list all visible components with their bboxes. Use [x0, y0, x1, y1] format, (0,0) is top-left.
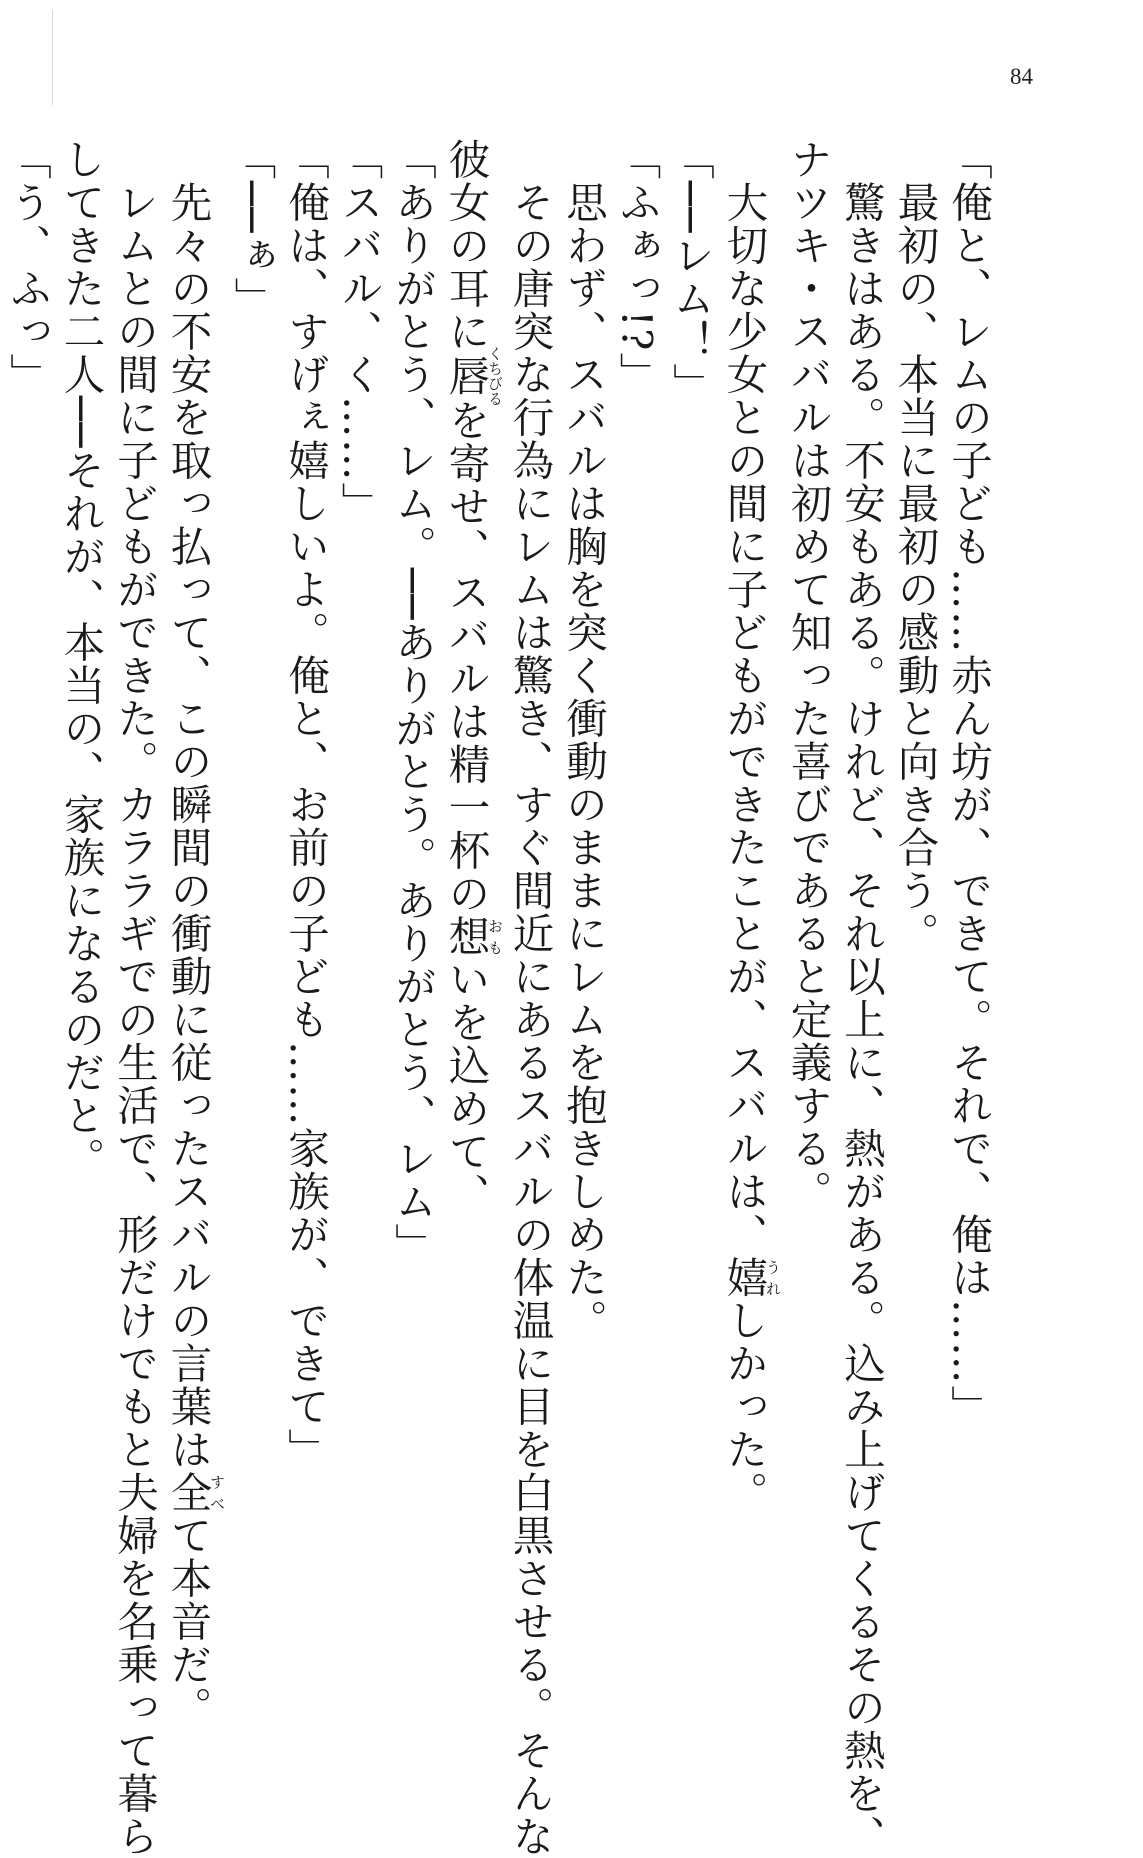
text-line: 最初の、本当に最初の感動と向き合う。: [890, 138, 940, 955]
text-line: 彼女の耳に唇くちびるを寄せ、スバルは精一杯の想おもいを込めて、: [441, 138, 504, 1216]
text-line: 「スバル、く……」: [334, 138, 384, 525]
ruby-annotation: 嬉うれ: [719, 1256, 782, 1299]
text-line: 「ふぁっ!?」: [612, 138, 662, 395]
text-line: [0, 138, 1, 1638]
text-line: レムとの間に子どもができた。カララギでの生活で、形だけでもと夫婦を名乗って暮ら: [110, 138, 159, 1858]
ruby-annotation: 想おも: [441, 915, 504, 958]
vertical-text-body: [3, 138, 995, 1858]
text-line: その唐突な行為にレムは驚き、すぐ間近にあるスバルの体温に目を白黒させる。そんな: [505, 138, 555, 1858]
text-line: 「俺は、すげぇ嬉しいよ。俺と、お前の子ども……家族が、できて」: [281, 138, 330, 1471]
page-number: 84: [1010, 64, 1033, 89]
ruby-annotation: 唇くちびる: [441, 346, 504, 406]
text-line: 「──レム！」: [666, 138, 715, 406]
text-line: してきた二人──それが、本当の、家族になるのだと。: [56, 138, 106, 1180]
text-line: 「俺と、レムの子ども……赤ん坊が、できて。それで、俺は……」: [944, 138, 993, 1428]
text-line: 大切な少女との間に子どもができたことが、スバルは、嬉うれしかった。: [719, 138, 782, 1514]
text-line: 「──ぁ」: [227, 138, 277, 320]
text-line: 驚きはある。不安もある。けれど、それ以上に、熱がある。込み上げてくるその熱を、: [837, 138, 886, 1858]
text-line: ナツキ・スバルは初めて知った喜びであると定義する。: [783, 138, 833, 1213]
text-line: 先々の不安を取っ払って、この瞬間の衝動に従ったスバルの言葉は全すべて本音だ。: [163, 138, 226, 1729]
text-line: 思わず、スバルは胸を突く衝動のままにレムを抱きしめた。: [559, 138, 608, 1342]
page-edge-mark: [52, 10, 53, 105]
ruby-annotation: 全すべ: [163, 1471, 226, 1514]
text-line: 「う、ふっ」: [3, 138, 52, 396]
text-line: 「ありがとう、レム。──ありがとう。ありがとう、レム」: [388, 138, 437, 1266]
